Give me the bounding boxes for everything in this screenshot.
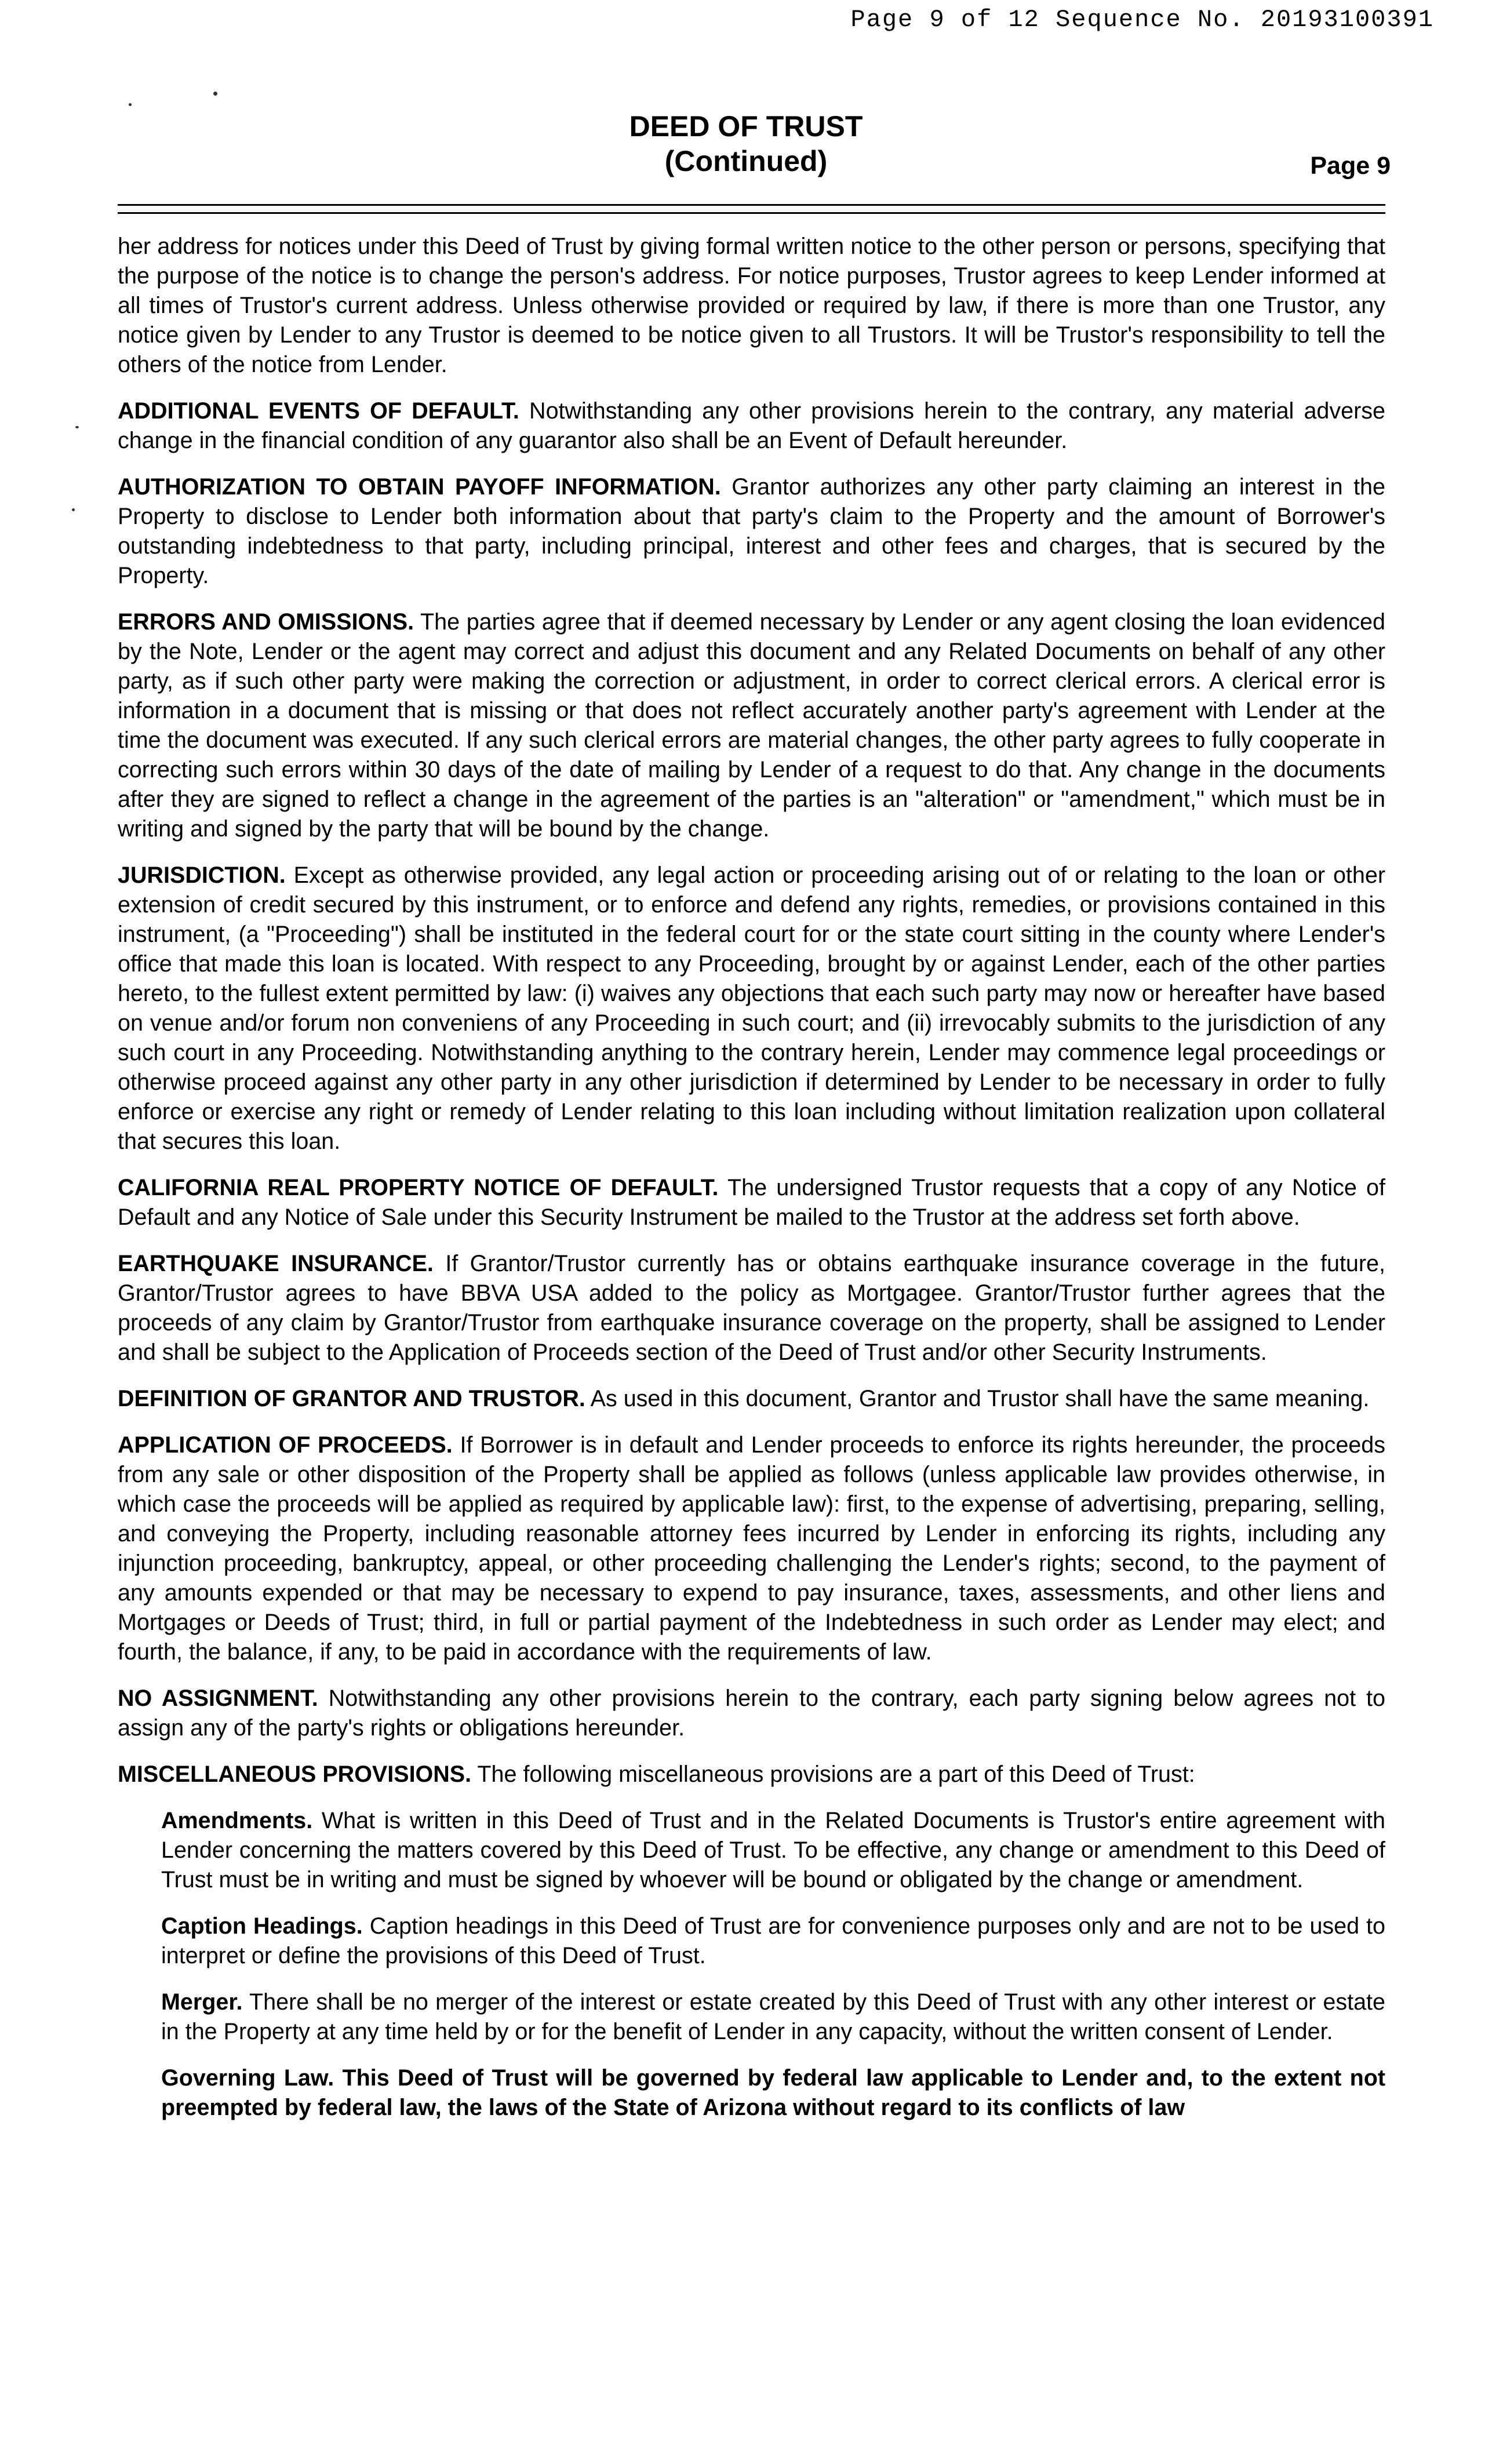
paragraph-no-assignment: NO ASSIGNMENT. Notwithstanding any other provisions herein to the contrary, each party signing below agrees not to assign any of the party's rights or obligations hereunder. <box>118 1686 1385 1741</box>
scan-speck <box>72 508 75 511</box>
paragraph-jurisdiction: JURISDICTION. Except as otherwise provided, any legal action or proceeding arising out of or relating to the loan or other extension of credit secured by this instrument, or to enforce and defend any rights, remedies, or provisions contained in this instrument, (a "Proceeding") shall be instituted in the federal court for or the state court sitting in the county where Lender's office that made this loan is located. With respect to any Proceeding, brought by or against Lender, each of the other parties hereto, to the fullest extent permitted by law: (i) waives any objections that each such party may now or hereafter have based on venue and/or forum non conveniens of any Proceeding in such court; and (ii) irrevocably submits to the jurisdiction of any such court in any Proceeding. Notwithstanding anything to the contrary herein, Lender may commence legal proceedings or otherwise proceed against any other party in any other jurisdiction if determined by Lender to be necessary in order to fully enforce or exercise any right or remedy of Lender relating to this loan including without limitation realization upon collateral that secures this loan. <box>118 862 1385 1154</box>
subparagraph-amendments: Amendments. What is written in this Deed of Trust and in the Related Documents is Trustor's entire agreement with Lender concerning the matters covered by this Deed of Trust. To be effective, any change or amendment to this Deed of Trust must be in writing and must be signed by whoever will be bound or obligated by the change or amendment. <box>161 1808 1385 1892</box>
subparagraph-governing-law: Governing Law. This Deed of Trust will be governed by federal law applicable to Lender and, to the extent not preempted by federal law, the laws of the State of Arizona without regard to its conflicts of law <box>161 2065 1385 2120</box>
subparagraph-merger: Merger. There shall be no merger of the interest or estate created by this Deed of Trust with any other interest or estate in the Property at any time held by or for the benefit of Lender in any capacity, without the written consent of Lender. <box>161 1989 1385 2044</box>
paragraph-notice-continued: her address for notices under this Deed of Trust by giving formal written notice to the other person or persons, specifying that the purpose of the notice is to change the person's address. For notice purposes, Trustor agrees to keep Lender informed at all times of Trustor's current address. Unless otherwise provided or required by law, if there is more than one Trustor, any notice given by Lender to any Trustor is deemed to be notice given to all Trustors. It will be Trustor's responsibility to tell the others of the notice from Lender. <box>118 234 1385 377</box>
sequence-header: Page 9 of 12 Sequence No. 20193100391 <box>850 6 1434 34</box>
title-continued: (Continued) <box>664 145 828 177</box>
scan-speck <box>129 103 132 106</box>
paragraph-additional-events-of-default: ADDITIONAL EVENTS OF DEFAULT. Notwithstanding any other provisions herein to the contrary, any material adverse change in the financial condition of any guarantor also shall be an Event of Default hereunder. <box>118 398 1385 453</box>
document-body <box>118 232 1385 2139</box>
paragraph-earthquake-insurance: EARTHQUAKE INSURANCE. If Grantor/Trustor currently has or obtains earthquake insurance coverage in the future, Grantor/Trustor agrees to have BBVA USA added to the policy as Mortgagee. Grantor/Trustor further agrees that the proceeds of any claim by Grantor/Trustor from earthquake insurance coverage on the property, shall be assigned to Lender and shall be subject to the Application of Proceeds section of the Deed of Trust and/or other Security Instruments. <box>118 1251 1385 1365</box>
paragraph-authorization-payoff: AUTHORIZATION TO OBTAIN PAYOFF INFORMATION. Grantor authorizes any other party claiming an interest in the Property to disclose to Lender both information about that party's claim to the Property and the amount of Borrower's outstanding indebtedness to that party, including principal, interest and other fees and charges, that is secured by the Property. <box>118 474 1385 588</box>
scan-speck <box>75 426 79 428</box>
paragraph-application-of-proceeds: APPLICATION OF PROCEEDS. If Borrower is in default and Lender proceeds to enforce its rights hereunder, the proceeds from any sale or other disposition of the Property shall be applied as follows (unless applicable law provides otherwise, in which case the proceeds will be applied as required by applicable law): first, to the expense of advertising, preparing, selling, and conveying the Property, including reasonable attorney fees incurred by Lender in enforcing its rights, including any injunction proceeding, bankruptcy, appeal, or other proceeding challenging the Lender's rights; second, to the payment of any amounts expended or that may be necessary to expend to pay insurance, taxes, assessments, and other liens and Mortgages or Deeds of Trust; third, in full or partial payment of the Indebtedness in such order as Lender may elect; and fourth, the balance, if any, to be paid in accordance with the requirements of law. <box>118 1432 1385 1665</box>
header-divider-top <box>118 204 1385 206</box>
document-title <box>0 109 1492 179</box>
scan-speck <box>213 92 217 96</box>
paragraph-errors-and-omissions: ERRORS AND OMISSIONS. The parties agree that if deemed necessary by Lender or any agent closing the loan evidenced by the Note, Lender or the agent may correct and adjust this document and any Related Documents on behalf of any other party, as if such other party were making the correction or adjustment, in order to correct clerical errors. A clerical error is information in a document that is missing or that does not reflect accurately another party's agreement with Lender at the time the document was executed. If any such clerical errors are material changes, the other party agrees to fully cooperate in correcting such errors within 30 days of the date of mailing by Lender of a request to do that. Any change in the documents after they are signed to reflect a change in the agreement of the parties is an "alteration" or "amendment," which must be in writing and signed by the party that will be bound by the change. <box>118 609 1385 842</box>
paragraph-definition-grantor-trustor: DEFINITION OF GRANTOR AND TRUSTOR. As used in this document, Grantor and Trustor shall have the same meaning. <box>118 1386 1370 1411</box>
paragraph-miscellaneous-provisions: MISCELLANEOUS PROVISIONS. The following miscellaneous provisions are a part of this Deed of Trust: <box>118 1761 1195 1787</box>
page-label: Page 9 <box>1310 152 1391 180</box>
paragraph-california-notice-of-default: CALIFORNIA REAL PROPERTY NOTICE OF DEFAULT. The undersigned Trustor requests that a copy of any Notice of Default and any Notice of Sale under this Security Instrument be mailed to the Trustor at the address set forth above. <box>118 1175 1385 1230</box>
title-main: DEED OF TRUST <box>629 110 863 143</box>
subparagraph-caption-headings: Caption Headings. Caption headings in this Deed of Trust are for convenience purposes only and are not to be used to interpret or define the provisions of this Deed of Trust. <box>161 1913 1385 1968</box>
header-divider-bottom <box>118 212 1385 214</box>
